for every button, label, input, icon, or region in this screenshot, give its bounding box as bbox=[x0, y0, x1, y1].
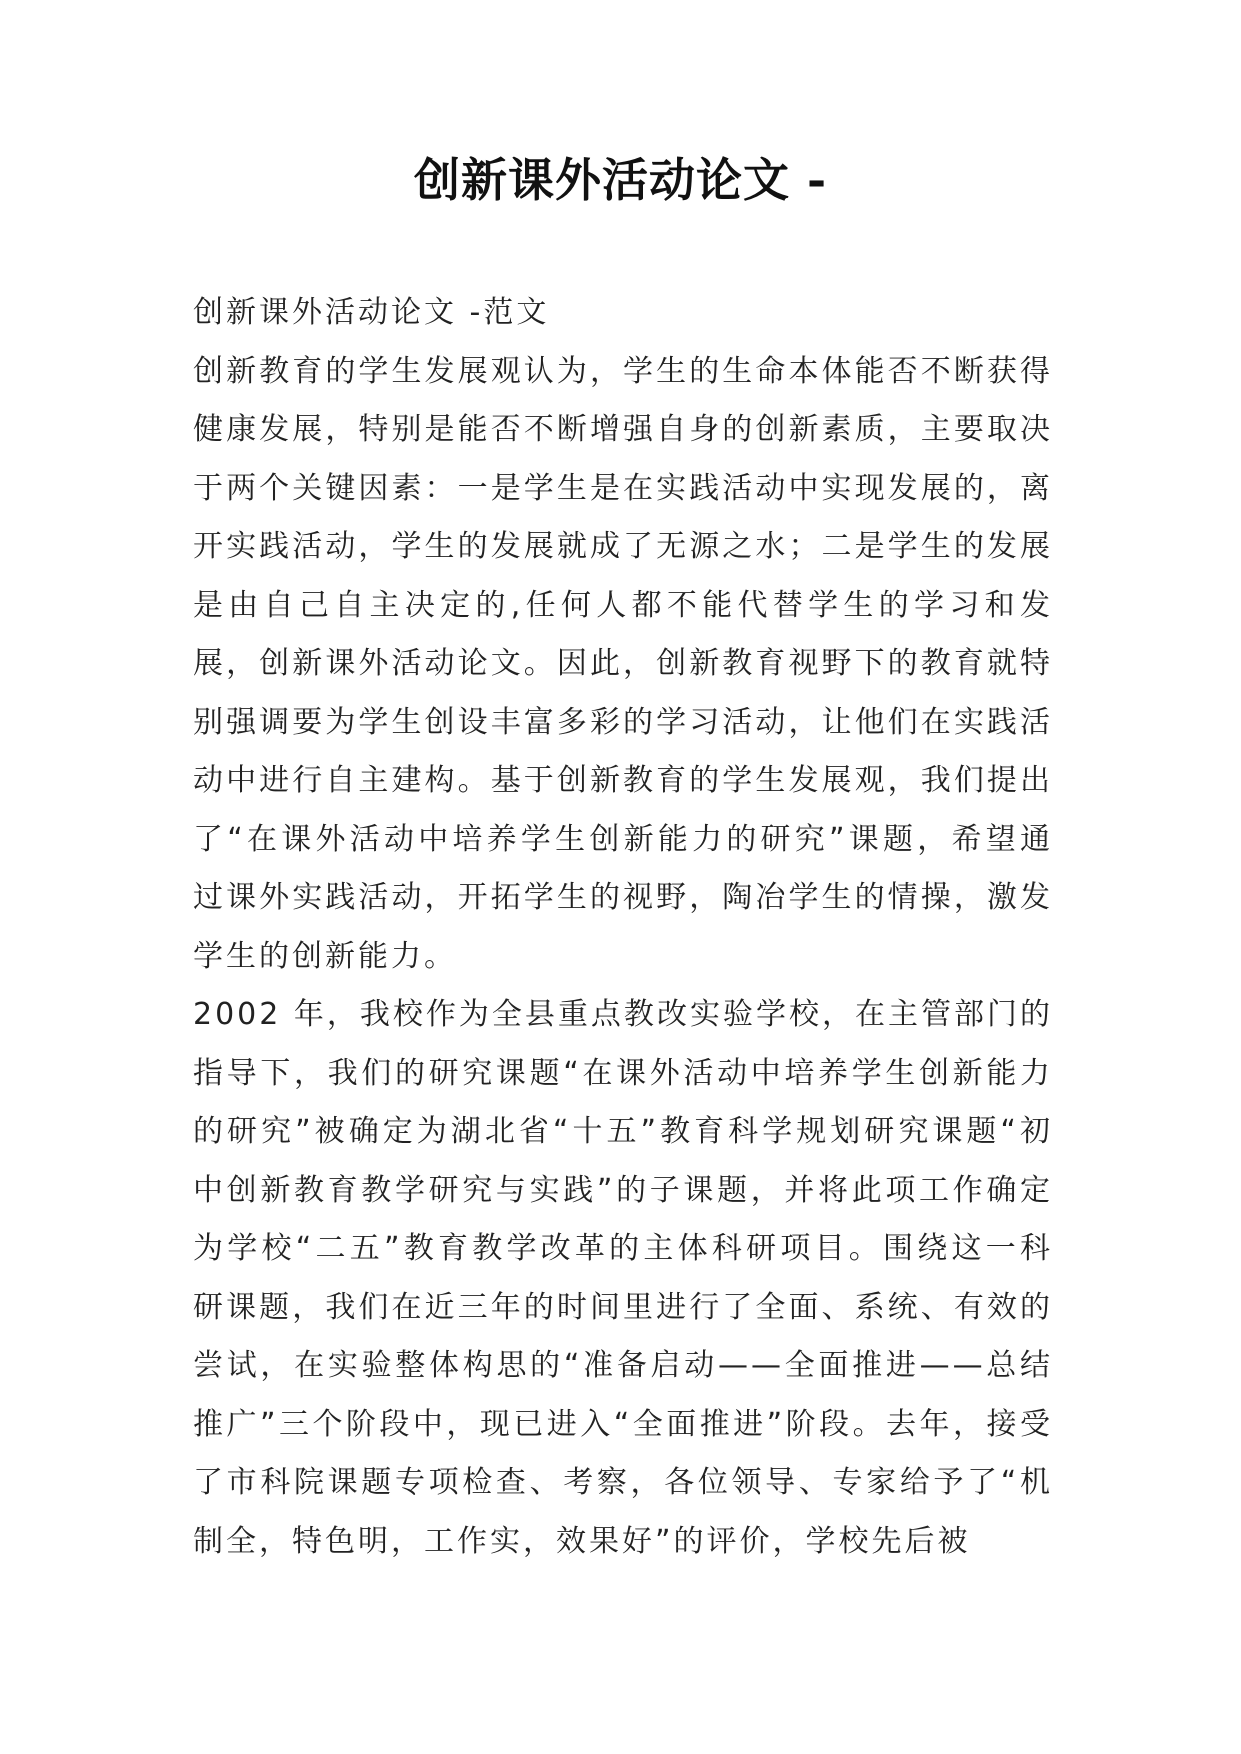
paragraph-2: 2002 年，我校作为全县重点教改实验学校，在主管部门的指导下，我们的研究课题“在课外活动中培养学生创新能力的研究”被确定为湖北省“十五”教育科学规划研究课题“初中创新教育教学研究与实践”的子课题，并将此项工作确定为学校“二五”教育教学改革的主体科研项目。围绕这一科研课题，我们在近三年的时间里进行了全面、系统、有效的尝试，在实验整体构思的“准备启动——全面推进——总结推广”三个阶段中，现已进入“全面推进”阶段。去年，接受了市科院课题专项检查、考察，各位领导、专家给予了“机制全，特色明，工作实，效果好”的评价，学校先后被 bbox=[193, 997, 1053, 1559]
document-subtitle: 创新课外活动论文 -范文 bbox=[193, 295, 550, 330]
document-body bbox=[193, 284, 1053, 1571]
document-title: 创新课外活动论文 - bbox=[413, 153, 828, 207]
paragraph-1: 创新教育的学生发展观认为，学生的生命本体能否不断获得健康发展，特别是能否不断增强自身的创新素质，主要取决于两个关键因素：一是学生是在实践活动中实现发展的，离开实践活动，学生的发展就成了无源之水；二是学生的发展是由自己自主决定的,任何人都不能代替学生的学习和发展，创新课外活动论文。因此，创新教育视野下的教育就特别强调要为学生创设丰富多彩的学习活动，让他们在实践活动中进行自主建构。基于创新教育的学生发展观，我们提出了“在课外活动中培养学生创新能力的研究”课题，希望通过课外实践活动，开拓学生的视野，陶冶学生的情操，激发学生的创新能力。 bbox=[193, 353, 1053, 974]
